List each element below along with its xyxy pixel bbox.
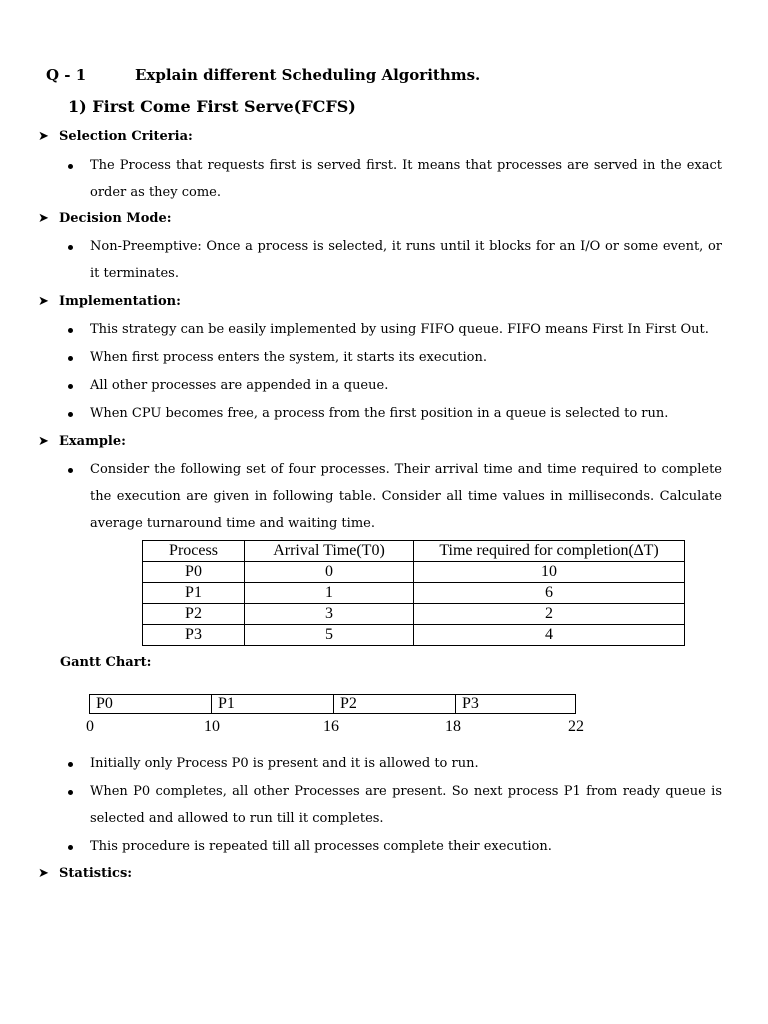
gantt-tick-label: 0 — [86, 718, 94, 735]
table-header-arrival: Arrival Time(T0) — [245, 541, 414, 562]
table-cell: 2 — [414, 604, 685, 625]
round-bullet-icon — [68, 328, 73, 333]
table-cell: P3 — [143, 625, 245, 646]
section-heading-implementation: Implementation: — [59, 294, 181, 309]
table-cell: P1 — [143, 583, 245, 604]
arrowhead-bullet-icon: ➤ — [38, 434, 49, 449]
round-bullet-icon — [68, 468, 73, 473]
gantt-chart-bar — [89, 694, 576, 714]
section-heading-statistics: Statistics: — [59, 866, 133, 881]
arrowhead-bullet-icon: ➤ — [38, 866, 49, 881]
algorithm-title: 1) First Come First Serve(FCFS) — [68, 97, 356, 116]
round-bullet-icon — [68, 790, 73, 795]
round-bullet-icon — [68, 245, 73, 250]
round-bullet-icon — [68, 412, 73, 417]
bullet-explanation-1: Initially only Process P0 is present and it is allowed to run. — [90, 756, 479, 771]
table-cell: 1 — [245, 583, 414, 604]
bullet-decision-1: Non-Preemptive: Once a process is selected, it runs until it blocks for an I/O or some event, or it terminates. — [90, 239, 722, 281]
gantt-segment-p3: P3 — [462, 695, 479, 712]
table-cell: 6 — [414, 583, 685, 604]
arrowhead-bullet-icon: ➤ — [38, 129, 49, 144]
bullet-explanation-2: When P0 completes, all other Processes are present. So next process P1 from ready queue is selected and allowed to run till it completes. — [90, 784, 722, 826]
table-row — [143, 562, 685, 583]
section-heading-selection: Selection Criteria: — [59, 129, 193, 144]
section-heading-example: Example: — [59, 434, 126, 449]
gantt-tick-label: 10 — [204, 718, 220, 735]
table-cell: 0 — [245, 562, 414, 583]
table-header-completion: Time required for completion(∆T) — [414, 541, 685, 562]
gantt-chart-title: Gantt Chart: — [60, 655, 152, 670]
bullet-implementation-4: When CPU becomes free, a process from the first position in a queue is selected to run. — [90, 406, 669, 421]
gantt-tick-label: 16 — [323, 718, 339, 735]
section-heading-decision: Decision Mode: — [59, 211, 172, 226]
bullet-selection-1: The Process that requests first is served first. It means that processes are served in the exact order as they come. — [90, 158, 722, 200]
question-title: Explain different Scheduling Algorithms. — [135, 66, 481, 84]
table-header-row — [143, 541, 685, 562]
table-cell: P2 — [143, 604, 245, 625]
round-bullet-icon — [68, 164, 73, 169]
process-table — [142, 540, 685, 646]
table-cell: 3 — [245, 604, 414, 625]
table-cell: P0 — [143, 562, 245, 583]
bullet-implementation-3: All other processes are appended in a queue. — [90, 378, 389, 393]
question-number: Q - 1 — [46, 66, 87, 84]
gantt-segment-p0: P0 — [90, 695, 212, 713]
round-bullet-icon — [68, 384, 73, 389]
arrowhead-bullet-icon: ➤ — [38, 211, 49, 226]
table-row — [143, 604, 685, 625]
round-bullet-icon — [68, 845, 73, 850]
bullet-implementation-2: When first process enters the system, it starts its execution. — [90, 350, 487, 365]
gantt-tick-label: 18 — [445, 718, 461, 735]
table-cell: 10 — [414, 562, 685, 583]
gantt-segment-p2: P2 — [334, 695, 456, 713]
table-row — [143, 583, 685, 604]
table-cell: 4 — [414, 625, 685, 646]
arrowhead-bullet-icon: ➤ — [38, 294, 49, 309]
round-bullet-icon — [68, 356, 73, 361]
table-cell: 5 — [245, 625, 414, 646]
bullet-example-1: Consider the following set of four processes. Their arrival time and time required to complete the execution are given in following table. Consider all time values in milliseconds. Calculate average turnaround time and waiting time. — [90, 462, 722, 531]
table-header-process: Process — [143, 541, 245, 562]
bullet-implementation-1: This strategy can be easily implemented by using FIFO queue. FIFO means First In First Out. — [90, 322, 709, 337]
gantt-segment-p1: P1 — [212, 695, 334, 713]
bullet-explanation-3: This procedure is repeated till all processes complete their execution. — [90, 839, 552, 854]
table-row — [143, 625, 685, 646]
gantt-tick-label: 22 — [568, 718, 584, 735]
round-bullet-icon — [68, 762, 73, 767]
